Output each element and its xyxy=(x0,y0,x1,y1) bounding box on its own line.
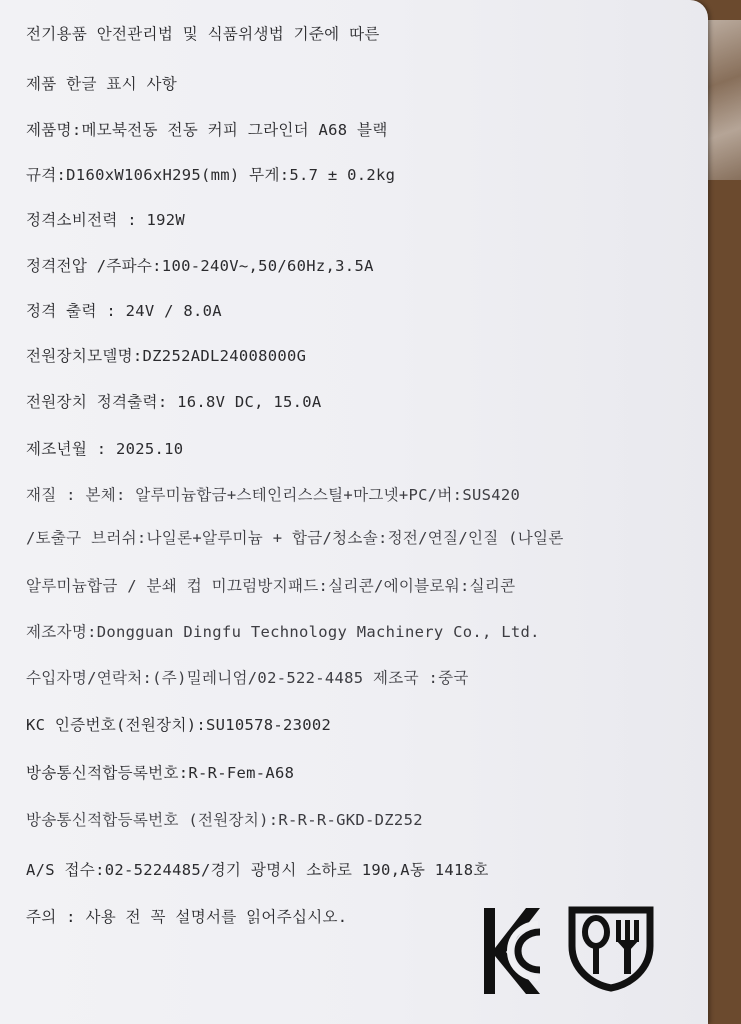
broadcast-registration-line: 방송통신적합등록번호:R-R-Fem-A68 xyxy=(26,764,295,782)
broadcast-registration-psu-line: 방송통신적합등록번호 (전원장치):R-R-R-GKD-DZ252 xyxy=(26,811,423,829)
material-line-3: 알루미늄합금 / 분쇄 컵 미끄럼방지패드:실리콘/에이블로워:실리콘 xyxy=(26,577,516,595)
certification-logos xyxy=(482,902,662,1002)
caution-line: 주의 : 사용 전 꼭 설명서를 읽어주십시오. xyxy=(26,908,348,926)
importer-line: 수입자명/연락처:(주)밀레니엄/02-522-4485 제조국 :중국 xyxy=(26,669,469,687)
dimensions-weight-line: 규격:D160xW106xH295(mm) 무게:5.7 ± 0.2kg xyxy=(26,166,396,184)
rated-voltage-line: 정격전압 /주파수:100-240V~,50/60Hz,3.5A xyxy=(26,257,374,275)
kc-cert-number-line: KC 인증번호(전원장치):SU10578-23002 xyxy=(26,716,332,734)
label-heading-line-1: 전기용품 안전관리법 및 식품위생법 기준에 따른 xyxy=(26,25,380,43)
material-line-2: /토출구 브러쉬:나일론+알루미늄 + 합금/청소솔:정전/연질/인질 (나일론 xyxy=(26,529,564,547)
power-supply-model-line: 전원장치모델명:DZ252ADL24008000G xyxy=(26,347,307,365)
kc-mark-icon xyxy=(482,902,542,1000)
rated-output-line: 정격 출력 : 24V / 8.0A xyxy=(26,302,222,320)
material-line-1: 재질 : 본체: 알루미늄합금+스테인리스스틸+마그넷+PC/버:SUS420 xyxy=(26,486,521,504)
manufacturer-line: 제조자명:Dongguan Dingfu Technology Machinery Co., Ltd. xyxy=(26,623,540,641)
manufacture-date-line: 제조년월 : 2025.10 xyxy=(26,440,184,458)
power-supply-output-line: 전원장치 정격출력: 16.8V DC, 15.0A xyxy=(26,393,322,411)
food-safety-icon xyxy=(564,902,658,992)
product-name-line: 제품명:메모북전동 전동 커피 그라인더 A68 블랙 xyxy=(26,121,388,139)
rated-power-line: 정격소비전력 : 192W xyxy=(26,211,186,229)
after-service-line: A/S 접수:02-5224485/경기 광명시 소하로 190,A동 1418호 xyxy=(26,861,489,879)
label-heading-line-2: 제품 한글 표시 사항 xyxy=(26,75,178,93)
